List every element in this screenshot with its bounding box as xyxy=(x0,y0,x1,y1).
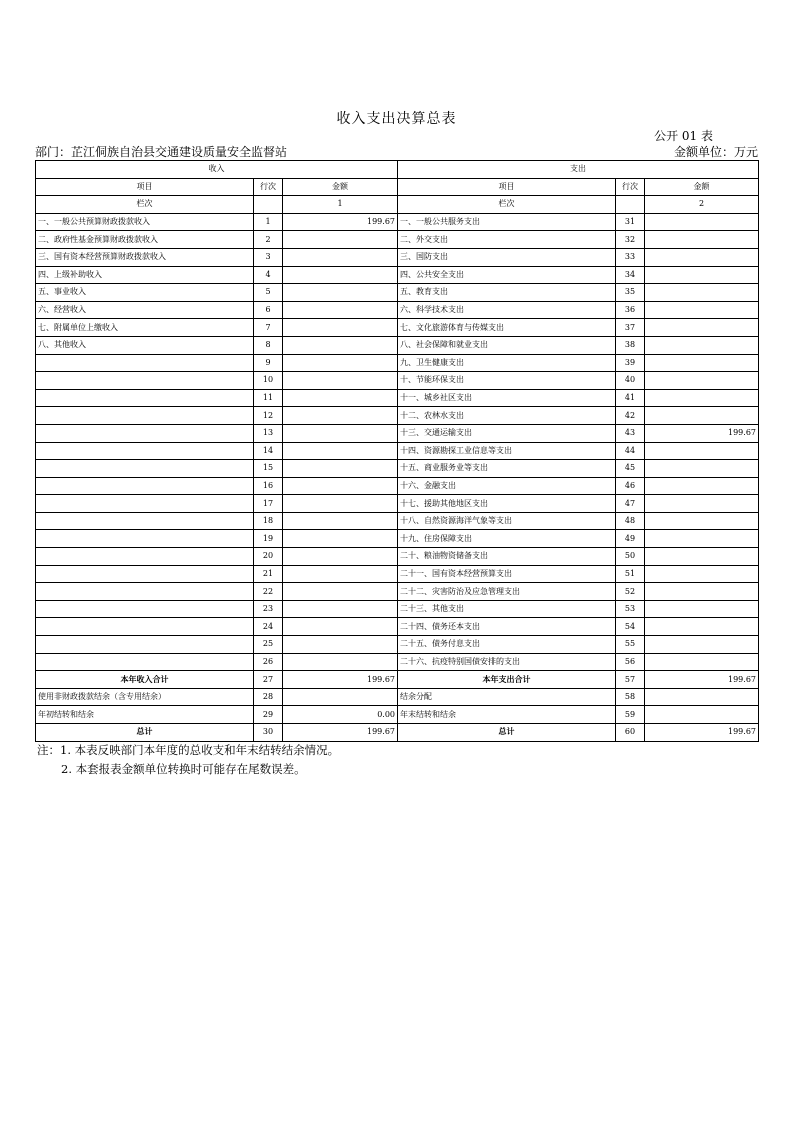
expense-amount-cell xyxy=(645,389,759,407)
income-row-no-cell: 29 xyxy=(254,706,283,724)
expense-item-cell: 四、公共安全支出 xyxy=(398,266,616,284)
expense-item-cell: 二十四、债务还本支出 xyxy=(398,618,616,636)
expense-item-cell: 十九、住房保障支出 xyxy=(398,530,616,548)
expense-amount-cell xyxy=(645,460,759,478)
income-amount-cell: 199.67 xyxy=(283,724,398,742)
table-row xyxy=(36,477,759,495)
expense-row-no-cell: 50 xyxy=(616,548,645,566)
income-row-no-cell: 15 xyxy=(254,460,283,478)
expense-item-cell: 二十六、抗疫特别国债安排的支出 xyxy=(398,653,616,671)
income-amount-cell xyxy=(283,424,398,442)
income-item-cell: 七、附属单位上缴收入 xyxy=(36,319,254,337)
expense-amount-cell xyxy=(645,372,759,390)
income-amount-cell xyxy=(283,460,398,478)
expense-row-no-cell: 37 xyxy=(616,319,645,337)
expense-row-no-cell: 52 xyxy=(616,583,645,601)
expense-amount-cell xyxy=(645,548,759,566)
income-row-no-cell: 1 xyxy=(254,213,283,231)
income-amount-cell xyxy=(283,548,398,566)
income-row-no-cell: 13 xyxy=(254,424,283,442)
income-amount-cell: 199.67 xyxy=(283,671,398,689)
expense-row-no-cell: 57 xyxy=(616,671,645,689)
income-row-no-cell: 2 xyxy=(254,231,283,249)
income-item-cell: 五、事业收入 xyxy=(36,284,254,302)
expense-section-header: 支出 xyxy=(398,161,759,179)
form-number: 公开 01 表 xyxy=(654,129,713,143)
expense-amount-cell xyxy=(645,266,759,284)
table-row xyxy=(36,618,759,636)
expense-amount-cell xyxy=(645,354,759,372)
total-row xyxy=(36,688,759,706)
income-row-no-cell: 25 xyxy=(254,636,283,654)
income-amount-cell xyxy=(283,653,398,671)
table-row xyxy=(36,319,759,337)
expense-amount-cell xyxy=(645,706,759,724)
expense-row-no-cell: 41 xyxy=(616,389,645,407)
income-row-no-cell: 14 xyxy=(254,442,283,460)
table-row xyxy=(36,653,759,671)
income-amount-cell xyxy=(283,512,398,530)
expense-item-cell: 五、教育支出 xyxy=(398,284,616,302)
income-expense-table xyxy=(35,160,759,742)
expense-item-cell: 二、外交支出 xyxy=(398,231,616,249)
expense-row-no-cell: 56 xyxy=(616,653,645,671)
table-row xyxy=(36,495,759,513)
table-row xyxy=(36,530,759,548)
income-row-no-cell: 10 xyxy=(254,372,283,390)
expense-row-no-cell: 36 xyxy=(616,301,645,319)
expense-item-cell: 本年支出合计 xyxy=(398,671,616,689)
income-item-cell xyxy=(36,636,254,654)
page-title: 收入支出决算总表 xyxy=(336,111,457,127)
expense-item-cell: 七、文化旅游体育与传媒支出 xyxy=(398,319,616,337)
income-amount-cell xyxy=(283,231,398,249)
table-row xyxy=(36,248,759,266)
income-row-no-cell: 30 xyxy=(254,724,283,742)
expense-row-no-cell: 39 xyxy=(616,354,645,372)
expense-item-cell: 八、社会保障和就业支出 xyxy=(398,336,616,354)
expense-amount-cell xyxy=(645,407,759,425)
income-amount-cell xyxy=(283,565,398,583)
expense-amount-cell xyxy=(645,284,759,302)
table-row xyxy=(36,389,759,407)
expense-row-no-cell: 44 xyxy=(616,442,645,460)
expense-item-cell: 十四、资源勘探工业信息等支出 xyxy=(398,442,616,460)
expense-amount-header: 金额 xyxy=(645,178,759,196)
income-item-cell xyxy=(36,389,254,407)
income-item-cell xyxy=(36,600,254,618)
income-row-no-cell: 16 xyxy=(254,477,283,495)
expense-row-no-cell: 35 xyxy=(616,284,645,302)
income-row-no-cell: 6 xyxy=(254,301,283,319)
expense-row-no-cell: 46 xyxy=(616,477,645,495)
expense-row-no-cell: 54 xyxy=(616,618,645,636)
income-item-cell xyxy=(36,512,254,530)
expense-row-no-cell: 60 xyxy=(616,724,645,742)
expense-row-no-cell: 31 xyxy=(616,213,645,231)
income-item-cell xyxy=(36,565,254,583)
income-amount-cell xyxy=(283,336,398,354)
income-section-header: 收入 xyxy=(36,161,398,179)
income-row-no-cell: 20 xyxy=(254,548,283,566)
expense-row-no-cell: 42 xyxy=(616,407,645,425)
income-amount-cell xyxy=(283,583,398,601)
income-item-cell: 八、其他收入 xyxy=(36,336,254,354)
expense-row-no-cell: 45 xyxy=(616,460,645,478)
expense-amount-cell: 199.67 xyxy=(645,424,759,442)
expense-item-cell: 二十五、债务付息支出 xyxy=(398,636,616,654)
expense-row-no-cell: 51 xyxy=(616,565,645,583)
income-row-no-cell: 5 xyxy=(254,284,283,302)
income-row-no-cell: 9 xyxy=(254,354,283,372)
total-row xyxy=(36,724,759,742)
expense-item-cell: 九、卫生健康支出 xyxy=(398,354,616,372)
table-row xyxy=(36,424,759,442)
income-item-cell xyxy=(36,548,254,566)
table-row xyxy=(36,548,759,566)
income-amount-cell xyxy=(283,636,398,654)
income-amount-cell xyxy=(283,266,398,284)
income-amount-cell xyxy=(283,495,398,513)
income-amount-cell xyxy=(283,248,398,266)
expense-amount-cell xyxy=(645,319,759,337)
income-amount-cell xyxy=(283,442,398,460)
income-item-cell xyxy=(36,442,254,460)
footnotes xyxy=(37,741,339,779)
total-row xyxy=(36,671,759,689)
expense-item-cell: 二十一、国有资本经营预算支出 xyxy=(398,565,616,583)
income-column-index: 1 xyxy=(283,196,398,214)
income-item-cell xyxy=(36,460,254,478)
expense-row-no-cell: 58 xyxy=(616,688,645,706)
expense-row-no-cell: 47 xyxy=(616,495,645,513)
expense-item-cell: 十、节能环保支出 xyxy=(398,372,616,390)
expense-row-no-cell: 53 xyxy=(616,600,645,618)
table-row xyxy=(36,407,759,425)
income-item-cell: 四、上级补助收入 xyxy=(36,266,254,284)
expense-amount-cell xyxy=(645,600,759,618)
expense-row-no-cell: 34 xyxy=(616,266,645,284)
table-row xyxy=(36,512,759,530)
income-item-cell xyxy=(36,477,254,495)
expense-row-no-cell: 59 xyxy=(616,706,645,724)
expense-amount-cell xyxy=(645,477,759,495)
income-row-no-cell: 3 xyxy=(254,248,283,266)
income-amount-cell: 199.67 xyxy=(283,213,398,231)
income-row-no-cell: 23 xyxy=(254,600,283,618)
table-row xyxy=(36,372,759,390)
expense-item-cell: 十一、城乡社区支出 xyxy=(398,389,616,407)
expense-item-cell: 三、国防支出 xyxy=(398,248,616,266)
income-item-header: 项目 xyxy=(36,178,254,196)
amount-unit-label: 金额单位：万元 xyxy=(673,145,758,159)
income-item-cell: 六、经营收入 xyxy=(36,301,254,319)
expense-amount-cell xyxy=(645,512,759,530)
table-row xyxy=(36,336,759,354)
expense-item-cell: 十三、交通运输支出 xyxy=(398,424,616,442)
expense-item-header: 项目 xyxy=(398,178,616,196)
income-row-no-cell: 11 xyxy=(254,389,283,407)
income-row-no-cell: 4 xyxy=(254,266,283,284)
table-body xyxy=(36,213,759,741)
income-row-no-cell: 27 xyxy=(254,671,283,689)
income-amount-cell xyxy=(283,284,398,302)
income-amount-cell xyxy=(283,301,398,319)
income-item-cell: 本年收入合计 xyxy=(36,671,254,689)
department-label: 部门：芷江侗族自治县交通建设质量安全监督站 xyxy=(35,145,288,159)
expense-amount-cell xyxy=(645,653,759,671)
income-item-cell xyxy=(36,424,254,442)
income-item-cell xyxy=(36,583,254,601)
expense-item-cell: 十六、金融支出 xyxy=(398,477,616,495)
income-lanci-label: 栏次 xyxy=(36,196,254,214)
expense-amount-cell xyxy=(645,231,759,249)
table-row xyxy=(36,583,759,601)
expense-amount-cell xyxy=(645,442,759,460)
income-item-cell: 使用非财政拨款结余（含专用结余） xyxy=(36,688,254,706)
expense-amount-cell: 199.67 xyxy=(645,671,759,689)
income-amount-cell xyxy=(283,600,398,618)
income-row-no-cell: 26 xyxy=(254,653,283,671)
table-row xyxy=(36,213,759,231)
income-amount-cell xyxy=(283,354,398,372)
table-row xyxy=(36,460,759,478)
expense-item-cell: 一、一般公共服务支出 xyxy=(398,213,616,231)
income-item-cell xyxy=(36,407,254,425)
table-row xyxy=(36,600,759,618)
income-item-cell: 一、一般公共预算财政拨款收入 xyxy=(36,213,254,231)
income-item-cell: 总计 xyxy=(36,724,254,742)
expense-amount-cell: 199.67 xyxy=(645,724,759,742)
expense-row-no-cell: 32 xyxy=(616,231,645,249)
income-row-no-cell: 19 xyxy=(254,530,283,548)
expense-item-cell: 二十、粮油物资储备支出 xyxy=(398,548,616,566)
income-item-cell xyxy=(36,530,254,548)
table-row xyxy=(36,565,759,583)
income-amount-header: 金额 xyxy=(283,178,398,196)
income-item-cell: 二、政府性基金预算财政拨款收入 xyxy=(36,231,254,249)
income-row-no-cell: 12 xyxy=(254,407,283,425)
expense-row-no-cell: 38 xyxy=(616,336,645,354)
income-amount-cell xyxy=(283,407,398,425)
expense-item-cell: 十八、自然资源海洋气象等支出 xyxy=(398,512,616,530)
table-row xyxy=(36,301,759,319)
expense-amount-cell xyxy=(645,688,759,706)
expense-amount-cell xyxy=(645,565,759,583)
table-row xyxy=(36,284,759,302)
expense-amount-cell xyxy=(645,530,759,548)
column-header-row xyxy=(36,178,759,196)
income-item-cell: 三、国有资本经营预算财政拨款收入 xyxy=(36,248,254,266)
income-row-no-cell: 24 xyxy=(254,618,283,636)
income-lanci-blank xyxy=(254,196,283,214)
expense-item-cell: 十七、援助其他地区支出 xyxy=(398,495,616,513)
income-item-cell xyxy=(36,372,254,390)
expense-row-no-cell: 49 xyxy=(616,530,645,548)
expense-amount-cell xyxy=(645,248,759,266)
expense-amount-cell xyxy=(645,301,759,319)
expense-row-no-cell: 40 xyxy=(616,372,645,390)
income-amount-cell xyxy=(283,477,398,495)
expense-item-cell: 二十二、灾害防治及应急管理支出 xyxy=(398,583,616,601)
expense-item-cell: 十五、商业服务业等支出 xyxy=(398,460,616,478)
expense-item-cell: 六、科学技术支出 xyxy=(398,301,616,319)
income-row-no-cell: 21 xyxy=(254,565,283,583)
expense-amount-cell xyxy=(645,618,759,636)
income-amount-cell xyxy=(283,319,398,337)
section-header-row xyxy=(36,161,759,179)
expense-lanci-blank xyxy=(616,196,645,214)
income-row-no-cell: 7 xyxy=(254,319,283,337)
income-amount-cell xyxy=(283,372,398,390)
table-row xyxy=(36,354,759,372)
income-item-cell: 年初结转和结余 xyxy=(36,706,254,724)
expense-column-index: 2 xyxy=(645,196,759,214)
expense-row-no-cell: 48 xyxy=(616,512,645,530)
column-index-row xyxy=(36,196,759,214)
expense-item-cell: 十二、农林水支出 xyxy=(398,407,616,425)
expense-amount-cell xyxy=(645,336,759,354)
expense-amount-cell xyxy=(645,495,759,513)
income-amount-cell: 0.00 xyxy=(283,706,398,724)
income-item-cell xyxy=(36,354,254,372)
table-row xyxy=(36,231,759,249)
expense-row-no-cell: 43 xyxy=(616,424,645,442)
income-row-no-header: 行次 xyxy=(254,178,283,196)
expense-lanci-label: 栏次 xyxy=(398,196,616,214)
income-row-no-cell: 28 xyxy=(254,688,283,706)
income-item-cell xyxy=(36,495,254,513)
footnote-2: 2. 本套报表金额单位转换时可能存在尾数误差。 xyxy=(61,762,306,776)
expense-item-cell: 二十三、其他支出 xyxy=(398,600,616,618)
expense-amount-cell xyxy=(645,583,759,601)
income-amount-cell xyxy=(283,688,398,706)
table-row xyxy=(36,442,759,460)
income-amount-cell xyxy=(283,530,398,548)
income-amount-cell xyxy=(283,389,398,407)
expense-row-no-cell: 55 xyxy=(616,636,645,654)
expense-amount-cell xyxy=(645,213,759,231)
expense-row-no-cell: 33 xyxy=(616,248,645,266)
income-item-cell xyxy=(36,618,254,636)
income-amount-cell xyxy=(283,618,398,636)
income-row-no-cell: 22 xyxy=(254,583,283,601)
table-row xyxy=(36,636,759,654)
income-row-no-cell: 18 xyxy=(254,512,283,530)
income-row-no-cell: 17 xyxy=(254,495,283,513)
total-row xyxy=(36,706,759,724)
table-row xyxy=(36,266,759,284)
expense-row-no-header: 行次 xyxy=(616,178,645,196)
expense-amount-cell xyxy=(645,636,759,654)
footnote-1: 注：1. 本表反映部门本年度的总收支和年末结转结余情况。 xyxy=(37,743,340,757)
income-row-no-cell: 8 xyxy=(254,336,283,354)
expense-item-cell: 年末结转和结余 xyxy=(398,706,616,724)
expense-item-cell: 总计 xyxy=(398,724,616,742)
expense-item-cell: 结余分配 xyxy=(398,688,616,706)
income-item-cell xyxy=(36,653,254,671)
